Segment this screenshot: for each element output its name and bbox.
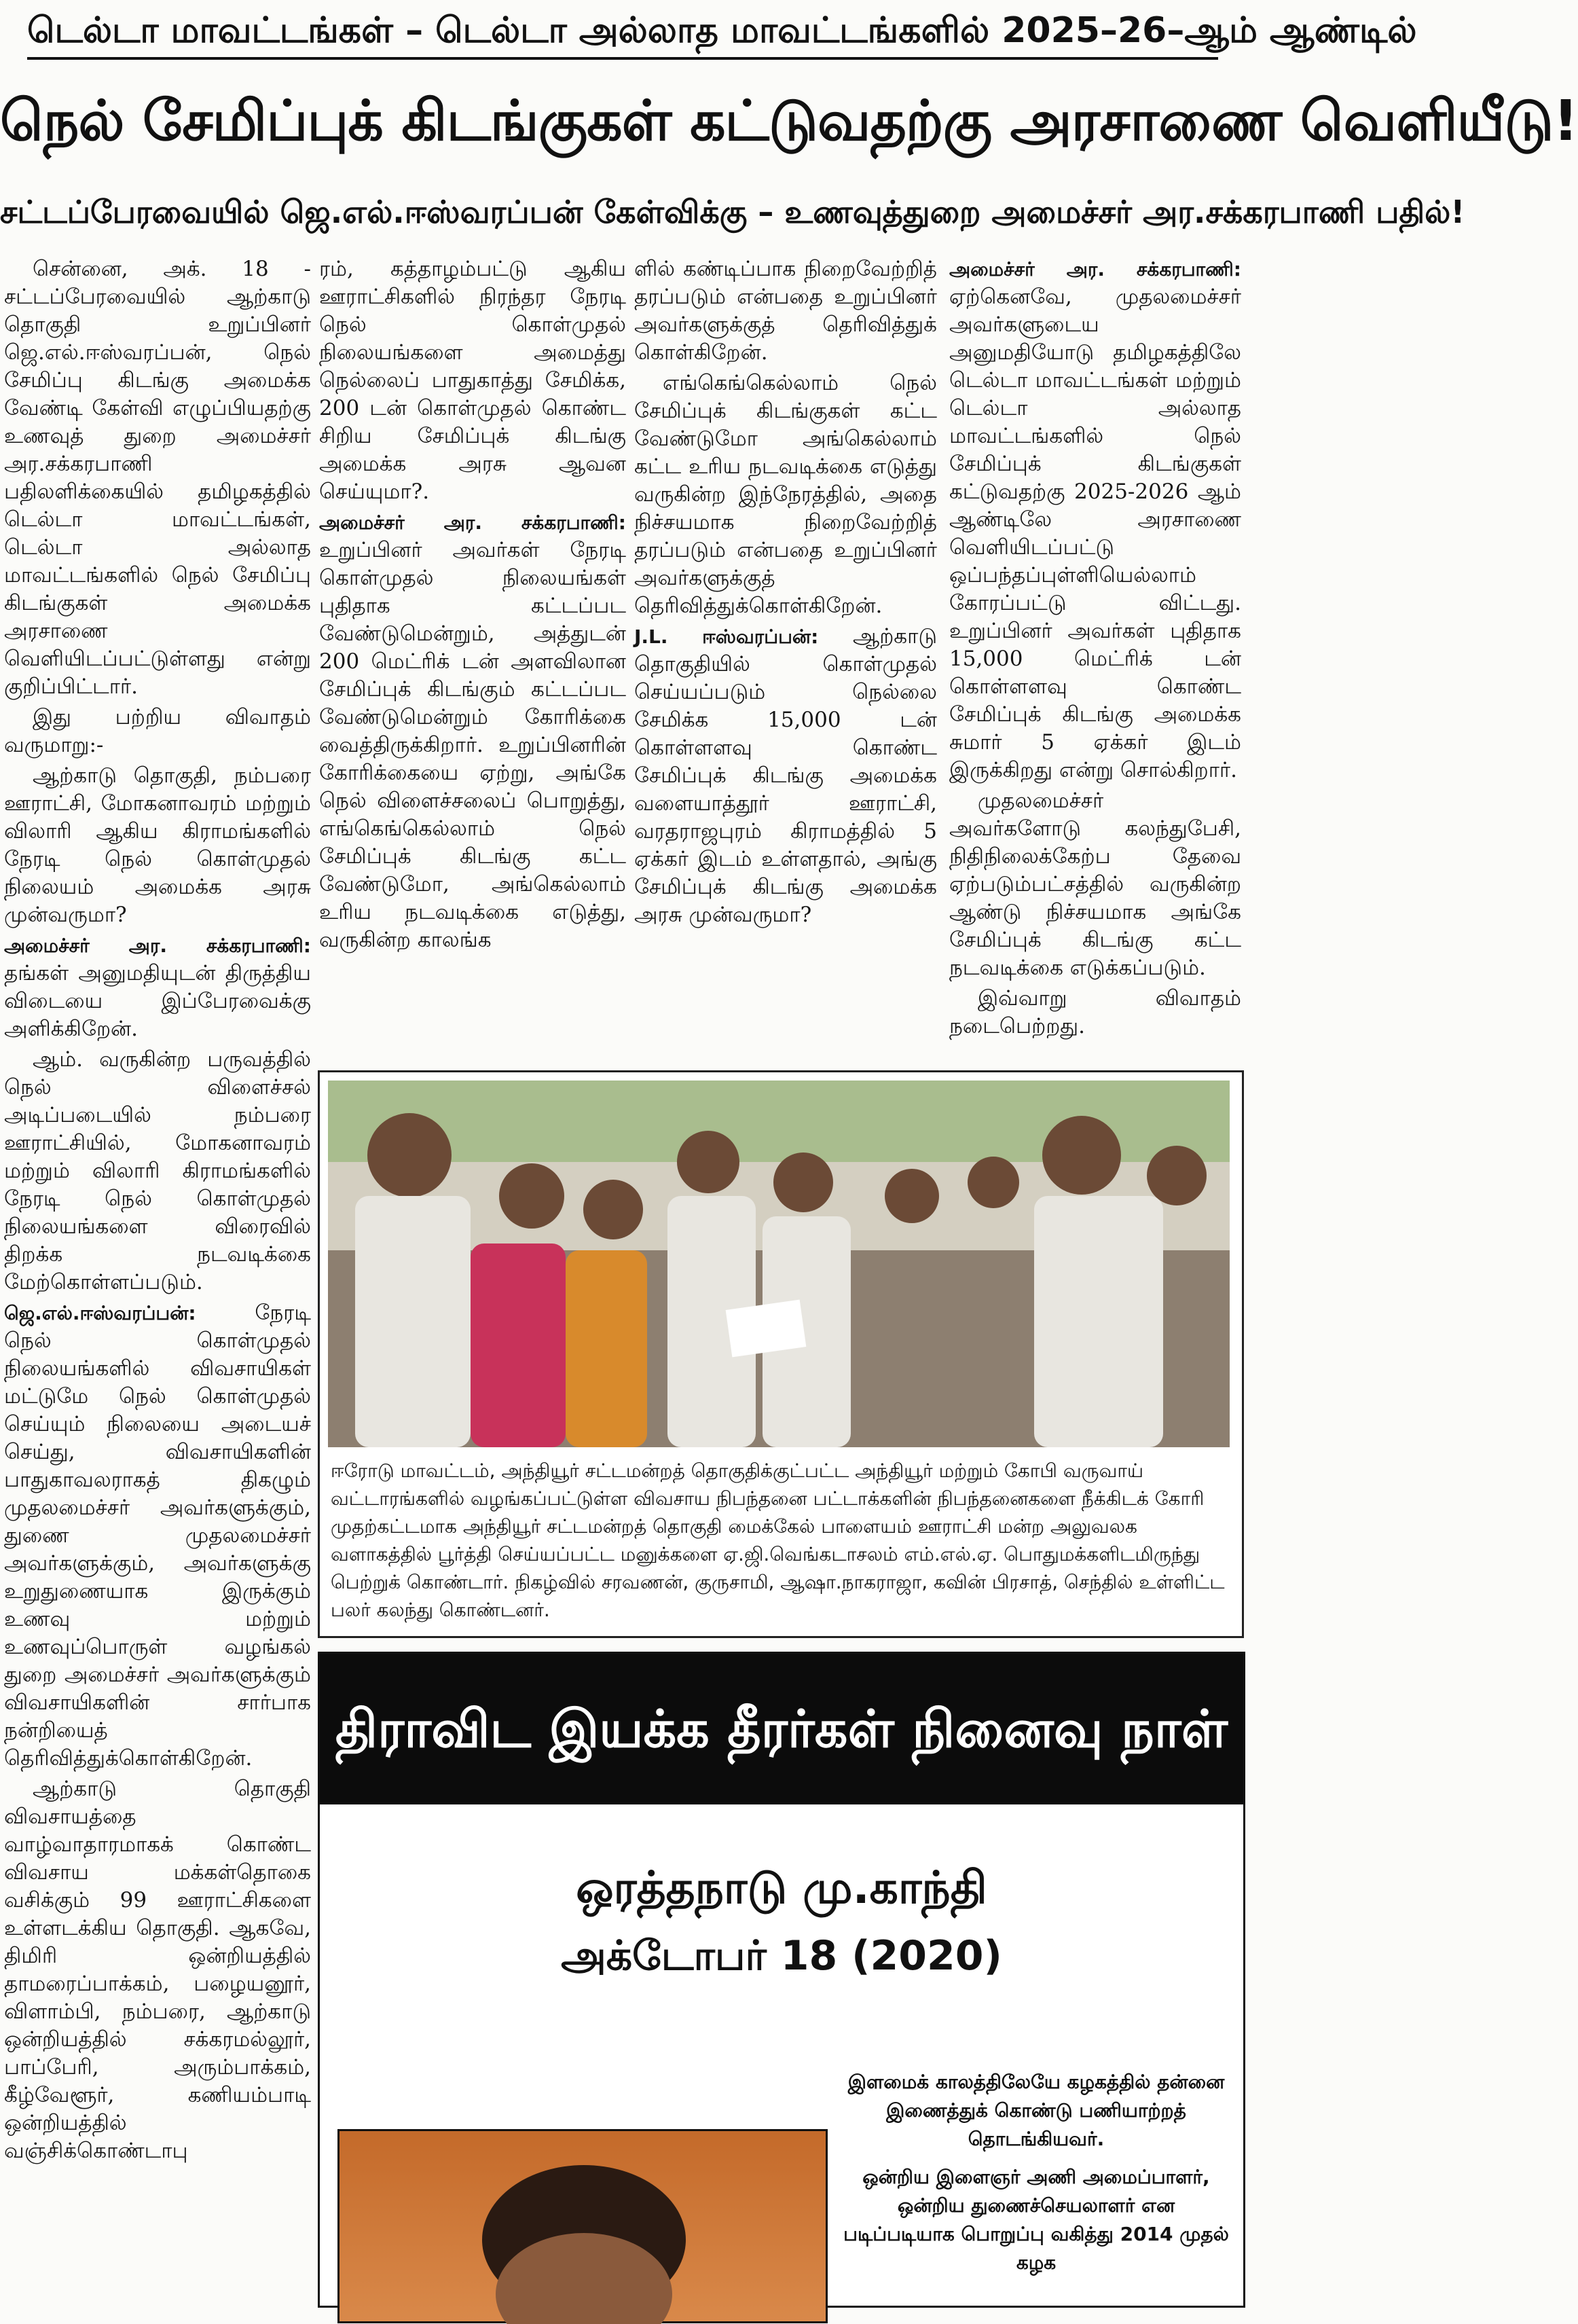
article-column-1 bbox=[4, 255, 311, 2289]
speaker-text: ஆற்காடு தொகுதியில் கொள்முதல் செய்யப்படும் நெல்லை சேமிக்க 15,000 டன் கொள்ளளவு கொண்ட சேமிப்புக் கிடங்கு அமைக்க வளையாத்தூர் ஊராட்சி, வரதராஜபுரம் கிராமத்தில் 5 ஏக்கர் இடம் உள்ளதால், அங்கு சேமிப்புக் கிடங்கு அமைக்க அரசு முன்வருமா? bbox=[634, 624, 937, 927]
memorial-bio bbox=[843, 2068, 1230, 2312]
article-column-3 bbox=[634, 255, 937, 1064]
speaker-label: ஜெ.எல்.ஈஸ்வரப்பன்: bbox=[4, 1302, 196, 1324]
article-column-4 bbox=[949, 255, 1241, 1064]
article-paragraph: ஆற்காடு தொகுதி விவசாயத்தை வாழ்வாதாரமாகக் கொண்ட விவசாய மக்கள்தொகை வசிக்கும் 99 ஊராட்சிகளை உள்ளடக்கிய தொகுதி. ஆகவே, திமிரி ஒன்றியத்தில் தாமரைப்பாக்கம், பழையனூர், விளாம்பி, நம்பரை, ஆற்காடு ஒன்றியத்தில் சக்கரமல்லூர், பாப்பேரி, அரும்பாக்கம், கீழ்வேளூர், கணியம்பாடி ஒன்றியத்தில் வஞ்சிக்கொண்டாபு bbox=[4, 1777, 311, 2163]
article-paragraph bbox=[4, 1299, 311, 1773]
speaker-text: தங்கள் அனுமதியுடன் திருத்திய விடையை இப்பேரவைக்கு அளிக்கிறேன். bbox=[4, 961, 311, 1041]
article-paragraph: ஆற்காடு தொகுதி, நம்பரை ஊராட்சி, மோகனாவரம் மற்றும் விலாரி ஆகிய கிராமங்களில் நேரடி நெல் கொள்முதல் நிலையம் அமைக்க அரசு முன்வருமா? bbox=[4, 763, 311, 927]
memorial-portrait bbox=[337, 2129, 828, 2323]
speaker-label: அமைச்சர் அர. சக்கரபாணி: bbox=[319, 511, 626, 534]
memorial-bio-text: ஒன்றிய இளைஞர் அணி அமைப்பாளர், ஒன்றிய துணைச்செயலாளர் என படிப்படியாக பொறுப்பு வகித்து 2014 முதல் கழக bbox=[843, 2166, 1229, 2274]
article-paragraph bbox=[949, 255, 1241, 784]
article-paragraph: இவ்வாறு விவாதம் நடைபெற்றது. bbox=[949, 986, 1241, 1038]
crowd-photo-illustration bbox=[328, 1081, 1230, 1447]
speaker-text: உறுப்பினர் அவர்கள் நேரடி கொள்முதல் நிலையங்கள் புதிதாக கட்டப்பட வேண்டுமென்றும், அத்துடன் 200 மெட்ரிக் டன் அளவிலான சேமிப்புக் கிடங்கும் கட்டப்பட வேண்டுமென்றும் கோரிக்கை வைத்திருக்கிறார். உறுப்பினரின் கோரிக்கையை ஏற்று, அங்கே நெல் விளைச்சலைப் பொறுத்து, எங்கெங்கெல்லாம் நெல் சேமிப்புக் கிடங்கு கட்ட வேண்டுமோ, அங்கெல்லாம் உரிய நடவடிக்கை எடுத்து, வருகின்ற காலங்க bbox=[319, 538, 626, 952]
article-paragraph: முதலமைச்சர் அவர்களோடு கலந்துபேசி, நிதிநிலைக்கேற்ப தேவை ஏற்படும்பட்சத்தில் வருகின்ற ஆண்டு நிச்சயமாக அங்கே சேமிப்புக் கிடங்கு கட்ட நடவடிக்கை எடுக்கப்படும். bbox=[949, 788, 1241, 980]
article-paragraph: சென்னை, அக். 18 - சட்டப்பேரவையில் ஆற்காடு தொகுதி உறுப்பினர் ஜெ.எல்.ஈஸ்வரப்பன், நெல் சேமிப்பு கிடங்கு அமைக்க வேண்டி கேள்வி எழுப்பியதற்கு உணவுத் துறை அமைச்சர் அர.சக்கரபாணி பதிலளிக்கையில் தமிழகத்தில் டெல்டா மாவட்டங்கள், டெல்டா அல்லாத மாவட்டங்களில் நெல் சேமிப்பு கிடங்குகள் அமைக்க அரசாணை வெளியிடப்பட்டுள்ளது என்று குறிப்பிட்டார். bbox=[4, 257, 311, 699]
speaker-label: அமைச்சர் அர. சக்கரபாணி: bbox=[949, 258, 1241, 280]
memorial-banner: திராவிட இயக்க தீரர்கள் நினைவு நாள் bbox=[320, 1654, 1243, 1804]
sub-headline: சட்டப்பேரவையில் ஜெ.எல்.ஈஸ்வரப்பன் கேள்விக்கு – உணவுத்துறை அமைச்சர் அர.சக்கரபாணி பதில்! bbox=[0, 194, 1465, 230]
article-paragraph: ரம், கத்தாழம்பட்டு ஆகிய ஊராட்சிகளில் நிரந்தர நேரடி நெல் கொள்முதல் நிலையங்களை அமைத்து நெல்லைப் பாதுகாத்து சேமிக்க, 200 டன் கொள்முதல் கொண்ட சிறிய சேமிப்புக் கிடங்கு அமைக்க அரசு ஆவன செய்யுமா?. bbox=[319, 257, 626, 504]
speaker-text: நேரடி நெல் கொள்முதல் நிலையங்களில் விவசாயிகள் மட்டுமே நெல் கொள்முதல் செய்யும் நிலையை அடையச் செய்து, விவசாயிகளின் பாதுகாவலராகத் திகழும் முதலமைச்சர் அவர்களுக்கும், துணை முதலமைச்சர் அவர்களுக்கும், அவர்களுக்கு உறுதுணையாக இருக்கும் உணவு மற்றும் உணவுப்பொருள் வழங்கல் துறை அமைச்சர் அவர்களுக்கும் விவசாயிகளின் சார்பாக நன்றியைத் தெரிவித்துக்கொள்கிறேன். bbox=[4, 1301, 311, 1771]
article-paragraph: ஆம். வருகின்ற பருவத்தில் நெல் விளைச்சல் அடிப்படையில் நம்பரை ஊராட்சியில், மோகனாவரம் மற்றும் விலாரி கிராமங்களில் நேரடி நெல் கொள்முதல் நிலையங்களை விரைவில் திறக்க நடவடிக்கை மேற்கொள்ளப்படும். bbox=[4, 1047, 311, 1294]
memorial-bio-text: இளமைக் காலத்திலேயே கழகத்தில் தன்னை இணைத்துக் கொண்டு பணியாற்றத் தொடங்கியவர். bbox=[847, 2071, 1225, 2150]
news-photo-box bbox=[318, 1070, 1244, 1638]
article-paragraph: இது பற்றிய விவாதம் வருமாறு:- bbox=[4, 705, 311, 757]
portrait-illustration bbox=[340, 2131, 826, 2321]
article-paragraph: ளில் கண்டிப்பாக நிறைவேற்றித் தரப்படும் என்பதை உறுப்பினர் அவர்களுக்குத் தெரிவித்துக் கொள்கிறேன். bbox=[634, 257, 937, 365]
article-paragraph: எங்கெங்கெல்லாம் நெல் சேமிப்புக் கிடங்குகள் கட்ட வேண்டுமோ அங்கெல்லாம் கட்ட உரிய நடவடிக்கை எடுத்து வருகின்ற இந்நேரத்தில், அதை நிச்சயமாக நிறைவேற்றித் தரப்படும் என்பதை உறுப்பினர் அவர்களுக்குத் தெரிவித்துக்கொள்கிறேன். bbox=[634, 371, 937, 618]
headline-kicker: டெல்டா மாவட்டங்கள் – டெல்டா அல்லாத மாவட்டங்களில் 2025–26–ஆம் ஆண்டில் bbox=[27, 4, 1218, 60]
memorial-name: ஒரத்தநாடு மு.காந்தி bbox=[576, 1862, 987, 1914]
article-paragraph bbox=[634, 623, 937, 929]
photo-caption: ஈரோடு மாவட்டம், அந்தியூர் சட்டமன்றத் தொகுதிக்குட்பட்ட அந்தியூர் மற்றும் கோபி வருவாய் வட்டாரங்களில் வழங்கப்பட்டுள்ள விவசாய நிபந்தனை பட்டாக்களின் நிபந்தனைகளை நீக்கிடக் கோரி முதற்கட்டமாக அந்தியூர் சட்டமன்றத் தொகுதி மைக்கேல் பாளையம் ஊராட்சி மன்ற அலுவலக வளாகத்தில் பூர்த்தி செய்யப்பட்ட மனுக்களை ஏ.ஜி.வெங்கடாசலம் எம்.எல்.ஏ. பொதுமக்களிடமிருந்து பெற்றுக் கொண்டார். நிகழ்வில் சரவணன், குருசாமி, ஆஷா.நாகராஜா, கவின் பிரசாத், செந்தில் உள்ளிட்ட பலர் கலந்து கொண்டனர். bbox=[331, 1459, 1225, 1621]
main-headline: நெல் சேமிப்புக் கிடங்குகள் கட்டுவதற்கு அரசாணை வெளியீடு! bbox=[0, 89, 1578, 153]
news-photo bbox=[328, 1081, 1230, 1447]
speaker-label: அமைச்சர் அர. சக்கரபாணி: bbox=[4, 934, 311, 957]
memorial-box bbox=[318, 1652, 1245, 2308]
speaker-label: J.L. ஈஸ்வரப்பன்: bbox=[634, 625, 819, 648]
speaker-text: ஏற்கெனவே, முதலமைச்சர் அவர்களுடைய அனுமதியோடு தமிழகத்திலே டெல்டா மாவட்டங்கள் மற்றும் டெல்டா அல்லாத மாவட்டங்களில் நெல் சேமிப்புக் கிடங்குகள் கட்டுவதற்கு 2025-2026 ஆம் ஆண்டிலே அரசாணை வெளியிடப்பட்டு ஒப்பந்தப்புள்ளியெல்லாம் கோரப்பட்டு விட்டது. உறுப்பினர் அவர்கள் புதிதாக 15,000 மெட்ரிக் டன் கொள்ளளவு கொண்ட சேமிப்புக் கிடங்கு அமைக்க சுமார் 5 ஏக்கர் இடம் இருக்கிறது என்று சொல்கிறார். bbox=[949, 285, 1241, 782]
article-column-2 bbox=[319, 255, 626, 1064]
article-paragraph bbox=[4, 932, 311, 1043]
article-paragraph bbox=[319, 509, 626, 954]
memorial-date: அக்டோபர் 18 (2020) bbox=[561, 1932, 1002, 1980]
